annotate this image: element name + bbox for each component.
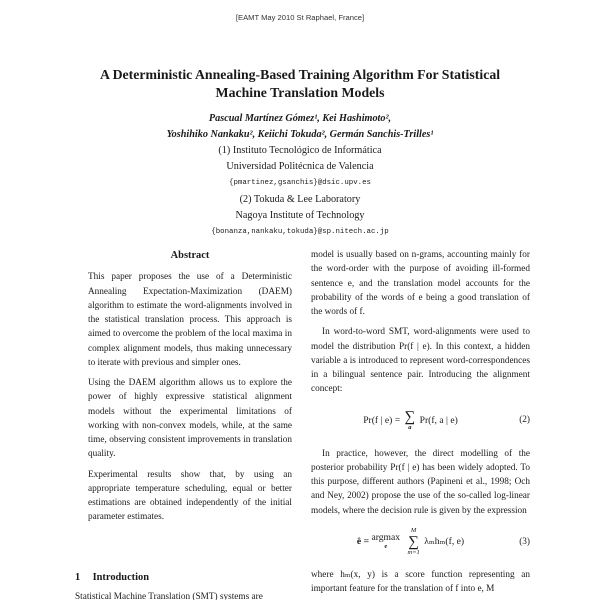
affiliation-1-university: Universidad Politécnica de Valencia [226, 161, 374, 172]
summation-subscript: a [408, 423, 412, 431]
author-block [40, 111, 560, 241]
affiliation-2-email: {bonanza,nankaku,tokuda}@sp.nitech.ac.jp [211, 228, 389, 236]
body-paragraph-1: model is usually based on n-grams, accounting mainly for the word-order with the purpose of avoiding ill-formed sentence e, and the translation model accounts for the probability of the words of e being a good translation of the words of f. [311, 250, 530, 317]
section-heading-introduction [75, 572, 149, 583]
section-number: 1 [75, 572, 81, 583]
equation-2-number: (2) [519, 415, 530, 426]
author-names-line-2: Yoshihiko Nankaku², Keiichi Tokuda², Germán Sanchis-Trilles¹ [166, 129, 434, 140]
abstract-paragraph-3: Experimental results show that, by using an appropriate temperature scheduling, equal or better estimations are obtained independently of the initial parameter estimates. [88, 469, 292, 523]
affiliation-1-email: {pmartinez,gsanchis}@dsic.upv.es [229, 179, 371, 187]
summation-symbol: M ∑ m=1 [407, 526, 420, 556]
body-paragraph-2: In word-to-word SMT, word-alignments were used to model the distribution Pr(f | e). In this context, a hidden variable a is introduced to represent word-correspondences in a bilingual sentence pair. Introducing the alignment concept: [311, 327, 530, 395]
equation-2-body [311, 410, 510, 432]
argmax-operator [371, 533, 400, 551]
abstract-heading: Abstract [170, 250, 210, 261]
equation-3-rhs: λₘhₘ(f, e) [424, 535, 465, 547]
right-column [311, 248, 530, 600]
venue-header: [EAMT May 2010 St Raphael, France] [235, 13, 365, 22]
section-title: Introduction [92, 572, 150, 583]
summation-subscript: m=1 [407, 548, 420, 556]
argmax-label: argmax [371, 531, 401, 543]
summation-superscript: M [410, 526, 417, 534]
equation-2 [311, 403, 530, 439]
equation-3-number: (3) [519, 536, 530, 547]
equation-3-lhs: ê = [356, 535, 372, 547]
paper-title [60, 66, 540, 101]
body-paragraph-4: where hₘ(x, y) is a score function representing an important feature for the translation of f into e, M [311, 569, 530, 594]
affiliation-2-lab: (2) Tokuda & Lee Laboratory [239, 194, 361, 205]
introduction-first-line: Statistical Machine Translation (SMT) systems are [75, 592, 263, 600]
abstract-paragraph-2: Using the DAEM algorithm allows us to explore the power of highly expressive statistical alignment models without the experimental limitations of working with non-convex models, while, at the same time, observing consistent improvements in translation quality. [88, 378, 292, 460]
abstract-paragraph-1: This paper proposes the use of a Deterministic Annealing Expectation-Maximization (DAEM) algorithm to estimate the word-alignments involved in the statistical translation process. This approach is aimed to overcome the problem of the local maxima in complex alignment models, thus making unnecessary to iterate with previous and simpler ones. [88, 272, 292, 368]
paper-title-line-1: A Deterministic Annealing-Based Training Algorithm For Statistical [99, 67, 501, 82]
equation-3 [311, 524, 530, 560]
left-column [88, 249, 292, 531]
author-names-line-1: Pascual Martínez Gómez¹, Kei Hashimoto², [208, 113, 392, 124]
paper-title-line-2: Machine Translation Models [215, 84, 385, 100]
affiliation-1-institute: (1) Instituto Tecnológico de Informática [218, 145, 382, 156]
equation-3-body [311, 527, 510, 557]
affiliation-2-institute: Nagoya Institute of Technology [235, 210, 365, 221]
equation-2-rhs: Pr(f, a | e) [419, 414, 458, 426]
argmax-subscript: e [384, 542, 388, 550]
equation-2-lhs: Pr(f | e) = [363, 414, 403, 426]
summation-symbol: ∑ a [404, 408, 416, 431]
body-paragraph-3: In practice, however, the direct modelling of the posterior probability Pr(f | e) has been widely adopted. To this purpose, different authors (Papineni et al., 1998; Och and Ney, 2002) propose the use of the so-called log-linear models, where the decision rule is given by the expression [311, 448, 530, 516]
